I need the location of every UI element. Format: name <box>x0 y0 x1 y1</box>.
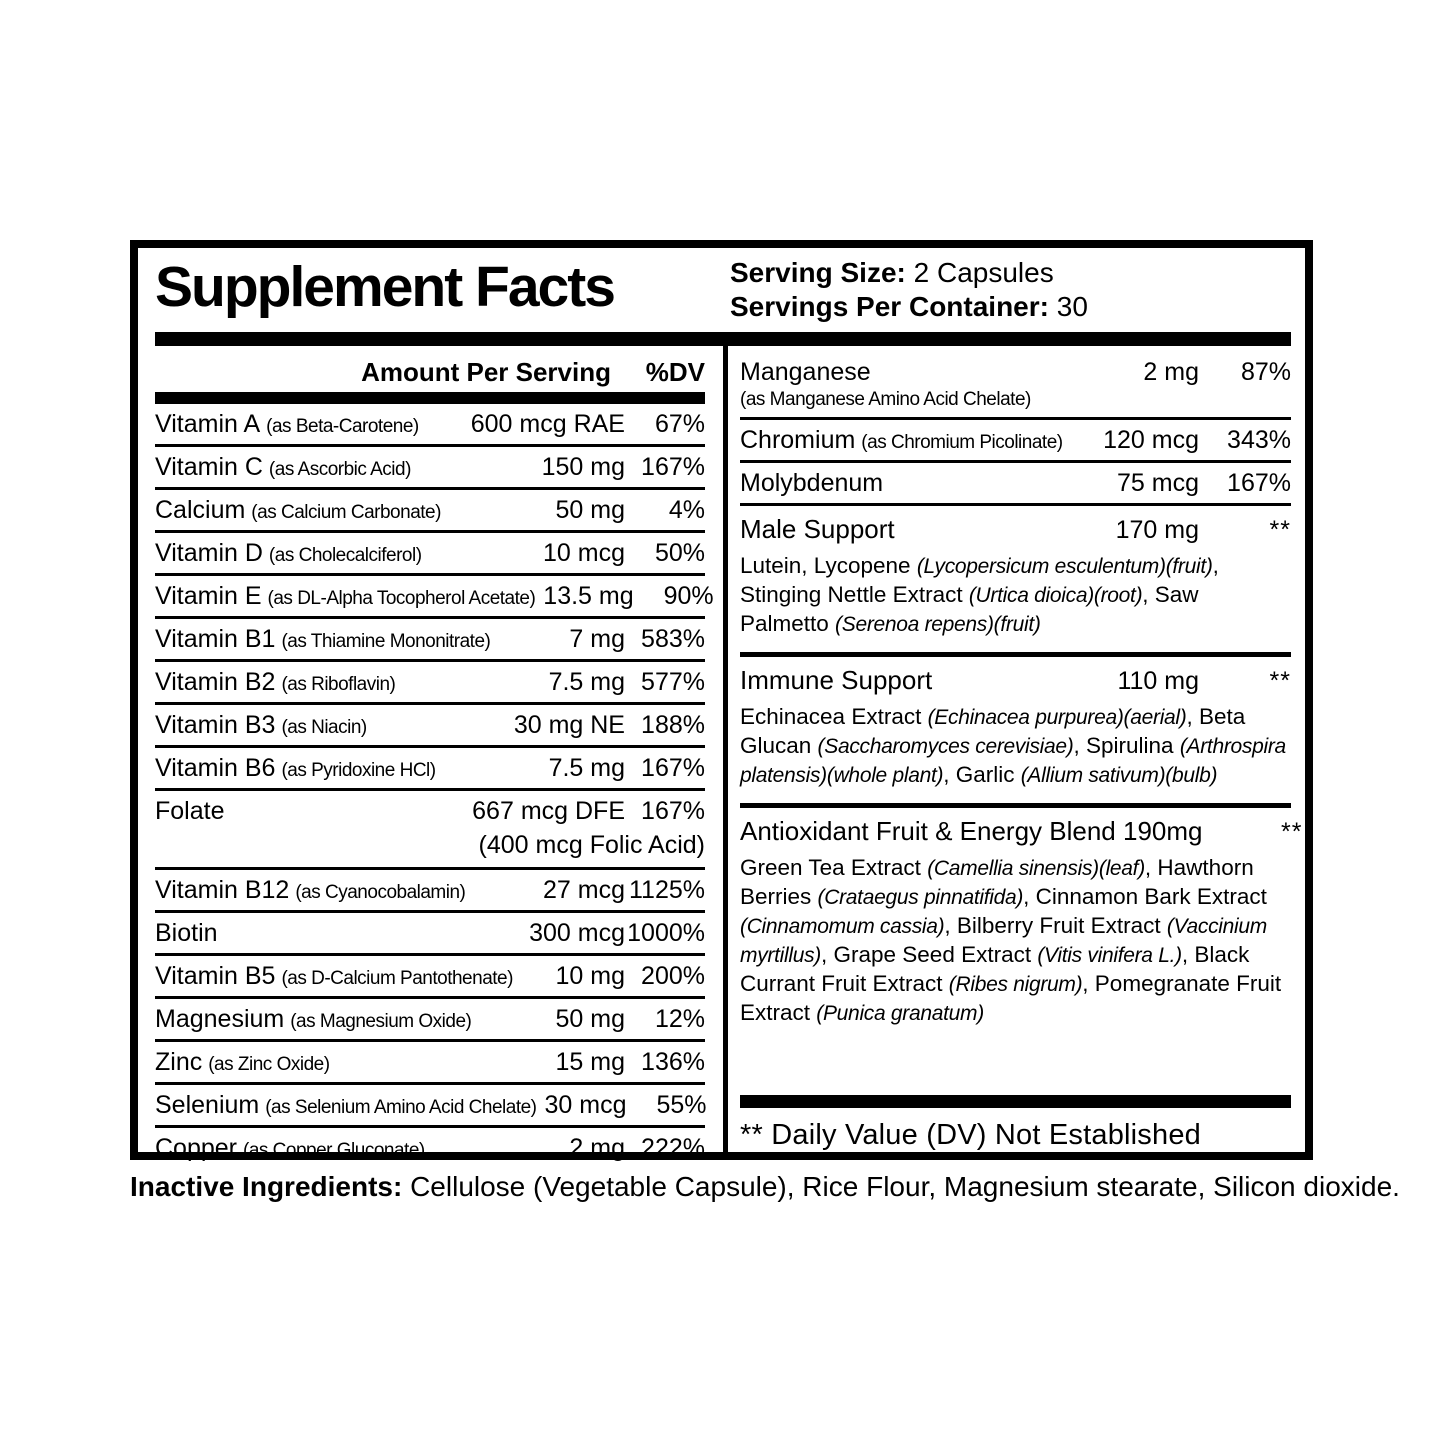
panel-title: Supplement Facts <box>155 255 614 319</box>
nutrient-dv: 188% <box>641 711 705 739</box>
table-row <box>155 705 705 748</box>
ingredient-text: , Grape Seed Extract <box>821 942 1038 967</box>
ingredient-text: , Bilberry Fruit Extract <box>944 913 1167 938</box>
nutrient-name: Vitamin B5 <box>155 962 276 990</box>
left-rows <box>155 404 714 1168</box>
servings-per-container-line <box>730 290 1088 324</box>
table-row-line <box>155 533 705 573</box>
nutrient-amount: 10 mcg <box>543 539 625 567</box>
nutrient-form: (as Zinc Oxide) <box>208 1054 330 1075</box>
blend-header <box>740 816 1303 847</box>
nutrient-form: (as Magnesium Oxide) <box>290 1011 472 1032</box>
nutrient-form: (as Cyanocobalamin) <box>295 882 466 903</box>
nutrient-amount: 10 mg <box>555 962 625 990</box>
nutrient-form: (as Chromium Picolinate) <box>861 432 1063 453</box>
table-row-line <box>155 870 705 910</box>
nutrient-dv: 136% <box>641 1048 705 1076</box>
title-divider-bar <box>155 332 1291 346</box>
nutrient-amount: 7.5 mg <box>548 668 625 696</box>
nutrient-name: Vitamin B2 <box>155 668 276 696</box>
table-row-line <box>155 791 705 831</box>
nutrient-form: (as Manganese Amino Acid Chelate) <box>740 389 1031 410</box>
servings-per-container-label: Servings Per Container: <box>730 291 1049 322</box>
nutrient-form: (as Pyridoxine HCl) <box>281 760 436 781</box>
latin-name: (Serenoa repens)(fruit) <box>835 613 1041 636</box>
table-row-line <box>740 463 1291 503</box>
table-row-line <box>155 999 705 1039</box>
table-row <box>155 791 705 870</box>
ingredient-text: Lutein, Lycopene <box>740 553 917 578</box>
nutrient-dv: 87% <box>1240 358 1291 386</box>
table-row <box>155 576 714 619</box>
table-row <box>155 533 705 576</box>
table-row <box>740 420 1291 463</box>
nutrient-amount-secondary: (400 mcg Folic Acid) <box>478 831 705 859</box>
nutrient-form: (as Beta-Carotene) <box>266 416 419 437</box>
blend-ingredients <box>740 854 1291 1028</box>
ingredient-text: , Spirulina <box>1073 733 1180 758</box>
nutrient-name: Calcium <box>155 496 246 524</box>
serving-size-value: 2 Capsules <box>913 257 1054 288</box>
inactive-ingredients-text: Cellulose (Vegetable Capsule), Rice Flour, Magnesium stearate, Silicon dioxide. <box>410 1171 1400 1202</box>
table-row <box>155 404 705 447</box>
blend-name: Male Support <box>740 514 895 544</box>
inactive-ingredients-label: Inactive Ingredients: <box>130 1171 403 1202</box>
nutrient-form: (as Copper Gluconate) <box>243 1140 425 1161</box>
table-row <box>155 956 705 999</box>
nutrient-name: Selenium <box>155 1091 260 1119</box>
table-row <box>155 619 705 662</box>
table-row <box>155 662 705 705</box>
nutrient-dv: 90% <box>663 582 714 610</box>
latin-name: (Cinnamomum cassia) <box>740 915 945 938</box>
nutrient-amount: 30 mg NE <box>513 711 625 739</box>
ingredient-text: , Pomegranate Fruit Extract <box>740 971 1282 1025</box>
table-row-line <box>740 420 1291 460</box>
amount-per-serving-header: Amount Per Serving <box>361 357 611 387</box>
nutrient-amount: 2 mg <box>569 1134 625 1162</box>
nutrient-amount: 50 mg <box>555 496 625 524</box>
table-row <box>155 748 705 791</box>
nutrient-amount: 600 mcg RAE <box>470 410 625 438</box>
nutrient-dv: 222% <box>641 1134 705 1162</box>
latin-name: (Arthrospira platensis)(whole plant) <box>740 735 1286 787</box>
serving-size-label: Serving Size: <box>730 257 906 288</box>
nutrient-dv: 67% <box>654 410 705 438</box>
blend-amount: 110 mg <box>1117 667 1199 695</box>
table-row <box>155 490 705 533</box>
ingredient-text: Echinacea Extract <box>740 704 928 729</box>
latin-name: (Allium sativum)(bulb) <box>1020 764 1218 787</box>
nutrients-column-right <box>740 352 1303 1152</box>
nutrient-dv: 50% <box>654 539 705 567</box>
blend-ingredients <box>740 552 1291 639</box>
nutrient-form: (as DL-Alpha Tocopherol Acetate) <box>267 588 536 609</box>
nutrient-amount: 150 mg <box>541 453 625 481</box>
table-row-line <box>155 705 705 745</box>
nutrient-form: (as Selenium Amino Acid Chelate) <box>265 1097 537 1118</box>
nutrient-dv: 55% <box>656 1091 707 1119</box>
latin-name: (Vaccinium myrtillus) <box>740 915 1267 967</box>
footnote-block <box>740 1095 1291 1152</box>
servings-per-container-value: 30 <box>1056 291 1088 322</box>
blend-sections <box>740 506 1303 1041</box>
table-row-line <box>155 576 714 616</box>
nutrient-name: Manganese <box>740 358 871 386</box>
nutrient-amount: 50 mg <box>555 1005 625 1033</box>
nutrient-dv: 167% <box>1227 469 1291 497</box>
table-row <box>155 447 705 490</box>
footnote-text: ** Daily Value (DV) Not Established <box>740 1119 1201 1151</box>
blend-name: Antioxidant Fruit & Energy Blend 190mg <box>740 816 1203 846</box>
nutrient-name: Vitamin B3 <box>155 711 276 739</box>
latin-name: (Ribes nigrum) <box>948 973 1083 996</box>
table-row-line <box>155 447 705 487</box>
blend-section <box>740 808 1303 1041</box>
right-rows <box>740 352 1291 506</box>
nutrient-dv: 167% <box>641 797 705 825</box>
blend-dv: ** <box>1269 516 1291 544</box>
nutrient-form: (as Ascorbic Acid) <box>268 459 411 480</box>
table-row-line <box>155 490 705 530</box>
table-row-line <box>740 352 1291 392</box>
table-row <box>740 463 1291 506</box>
nutrient-name: Chromium <box>740 426 856 454</box>
ingredient-text: , Cinnamon Bark Extract <box>1023 884 1267 909</box>
nutrient-dv: 167% <box>641 453 705 481</box>
ingredient-text: , Hawthorn Berries <box>740 855 1254 909</box>
blend-name: Immune Support <box>740 665 933 695</box>
latin-name: (Camellia sinensis)(leaf) <box>927 857 1145 880</box>
nutrient-dv: 4% <box>668 496 705 524</box>
dv-header: %DV <box>645 357 705 387</box>
table-row-line <box>155 748 705 788</box>
table-row-line <box>155 662 705 702</box>
nutrient-dv: 1000% <box>627 919 705 947</box>
nutrient-form: (as Riboflavin) <box>281 674 396 695</box>
blend-dv: ** <box>1281 818 1303 846</box>
footnote-divider-bar <box>740 1095 1291 1108</box>
table-row-line <box>155 913 705 953</box>
nutrient-name: Molybdenum <box>740 469 884 497</box>
table-row <box>155 1128 705 1168</box>
blend-section <box>740 657 1291 808</box>
serving-size-line <box>730 256 1088 290</box>
nutrient-amount: 120 mcg <box>1103 426 1199 454</box>
table-row-line <box>155 1128 705 1168</box>
table-row <box>155 913 705 956</box>
latin-name: (Vitis vinifera L.) <box>1037 944 1182 967</box>
nutrient-name: Magnesium <box>155 1005 285 1033</box>
nutrient-dv: 343% <box>1227 426 1291 454</box>
latin-name: (Urtica dioica)(root) <box>968 584 1143 607</box>
latin-name: (Punica granatum) <box>816 1002 984 1025</box>
blend-ingredients <box>740 703 1291 790</box>
blend-section <box>740 506 1291 657</box>
nutrient-amount: 13.5 mg <box>543 582 634 610</box>
nutrient-amount: 7.5 mg <box>548 754 625 782</box>
ingredient-text: , Garlic <box>943 762 1021 787</box>
nutrient-dv: 167% <box>641 754 705 782</box>
nutrient-amount: 30 mcg <box>544 1091 627 1119</box>
column-header <box>155 352 705 392</box>
nutrient-amount: 27 mcg <box>543 876 625 904</box>
ingredient-text: Green Tea Extract <box>740 855 928 880</box>
table-row <box>155 870 705 913</box>
table-row-line <box>155 404 705 444</box>
nutrient-amount: 15 mg <box>555 1048 625 1076</box>
table-row <box>740 352 1291 420</box>
table-row-line <box>155 1042 705 1082</box>
nutrient-name: Biotin <box>155 919 218 947</box>
table-row-line <box>155 1085 705 1125</box>
table-row <box>155 1085 705 1128</box>
nutrient-name: Vitamin A <box>155 410 261 438</box>
nutrient-dv: 1125% <box>629 876 705 904</box>
nutrient-name: Vitamin D <box>155 539 263 567</box>
blend-dv: ** <box>1269 667 1291 695</box>
nutrient-amount: 75 mcg <box>1117 469 1199 497</box>
table-row <box>155 1042 705 1085</box>
nutrient-name: Vitamin C <box>155 453 263 481</box>
latin-name: (Saccharomyces cerevisiae) <box>817 735 1074 758</box>
nutrient-dv: 12% <box>654 1005 705 1033</box>
nutrient-dv: 583% <box>641 625 705 653</box>
nutrient-form: (as Thiamine Mononitrate) <box>281 631 491 652</box>
nutrient-form: (as Cholecalciferol) <box>268 545 422 566</box>
nutrient-name: Copper <box>155 1134 237 1162</box>
blend-header <box>740 514 1291 545</box>
nutrients-column-left <box>155 352 714 1168</box>
ingredient-text: , Beta Glucan <box>740 704 1246 758</box>
nutrient-form: (as Calcium Carbonate) <box>251 502 441 523</box>
nutrient-name: Vitamin B12 <box>155 876 290 904</box>
column-header-bar <box>155 392 705 404</box>
column-divider <box>723 346 728 1152</box>
ingredient-text: , Black Currant Fruit Extract <box>740 942 1250 996</box>
latin-name: (Echinacea purpurea)(aerial) <box>927 706 1187 729</box>
blend-amount: 170 mg <box>1115 516 1199 544</box>
nutrient-dv: 200% <box>641 962 705 990</box>
table-row-line <box>155 956 705 996</box>
nutrient-name: Zinc <box>155 1048 203 1076</box>
table-row <box>155 999 705 1042</box>
ingredient-text: , Stinging Nettle Extract <box>740 553 1219 607</box>
table-row-line <box>155 619 705 659</box>
nutrient-amount: 300 mcg <box>529 919 625 947</box>
supplement-facts-panel <box>130 240 1313 1160</box>
nutrient-name: Folate <box>155 797 225 825</box>
inactive-ingredients <box>130 1171 1400 1203</box>
latin-name: (Crataegus pinnatifida) <box>817 886 1024 909</box>
nutrient-form: (as D-Calcium Pantothenate) <box>281 968 513 989</box>
blend-header <box>740 665 1291 696</box>
nutrient-name: Vitamin B6 <box>155 754 276 782</box>
nutrient-name: Vitamin E <box>155 582 262 610</box>
nutrient-amount: 2 mg <box>1143 358 1199 386</box>
nutrient-amount: 7 mg <box>569 625 625 653</box>
nutrient-amount: 667 mcg DFE <box>472 797 625 825</box>
nutrient-name: Vitamin B1 <box>155 625 276 653</box>
nutrient-form: (as Niacin) <box>281 717 367 738</box>
latin-name: (Lycopersicum esculentum)(fruit) <box>916 555 1213 578</box>
ingredient-text: , Saw Palmetto <box>740 582 1199 636</box>
serving-info <box>730 256 1088 324</box>
nutrient-dv: 577% <box>641 668 705 696</box>
